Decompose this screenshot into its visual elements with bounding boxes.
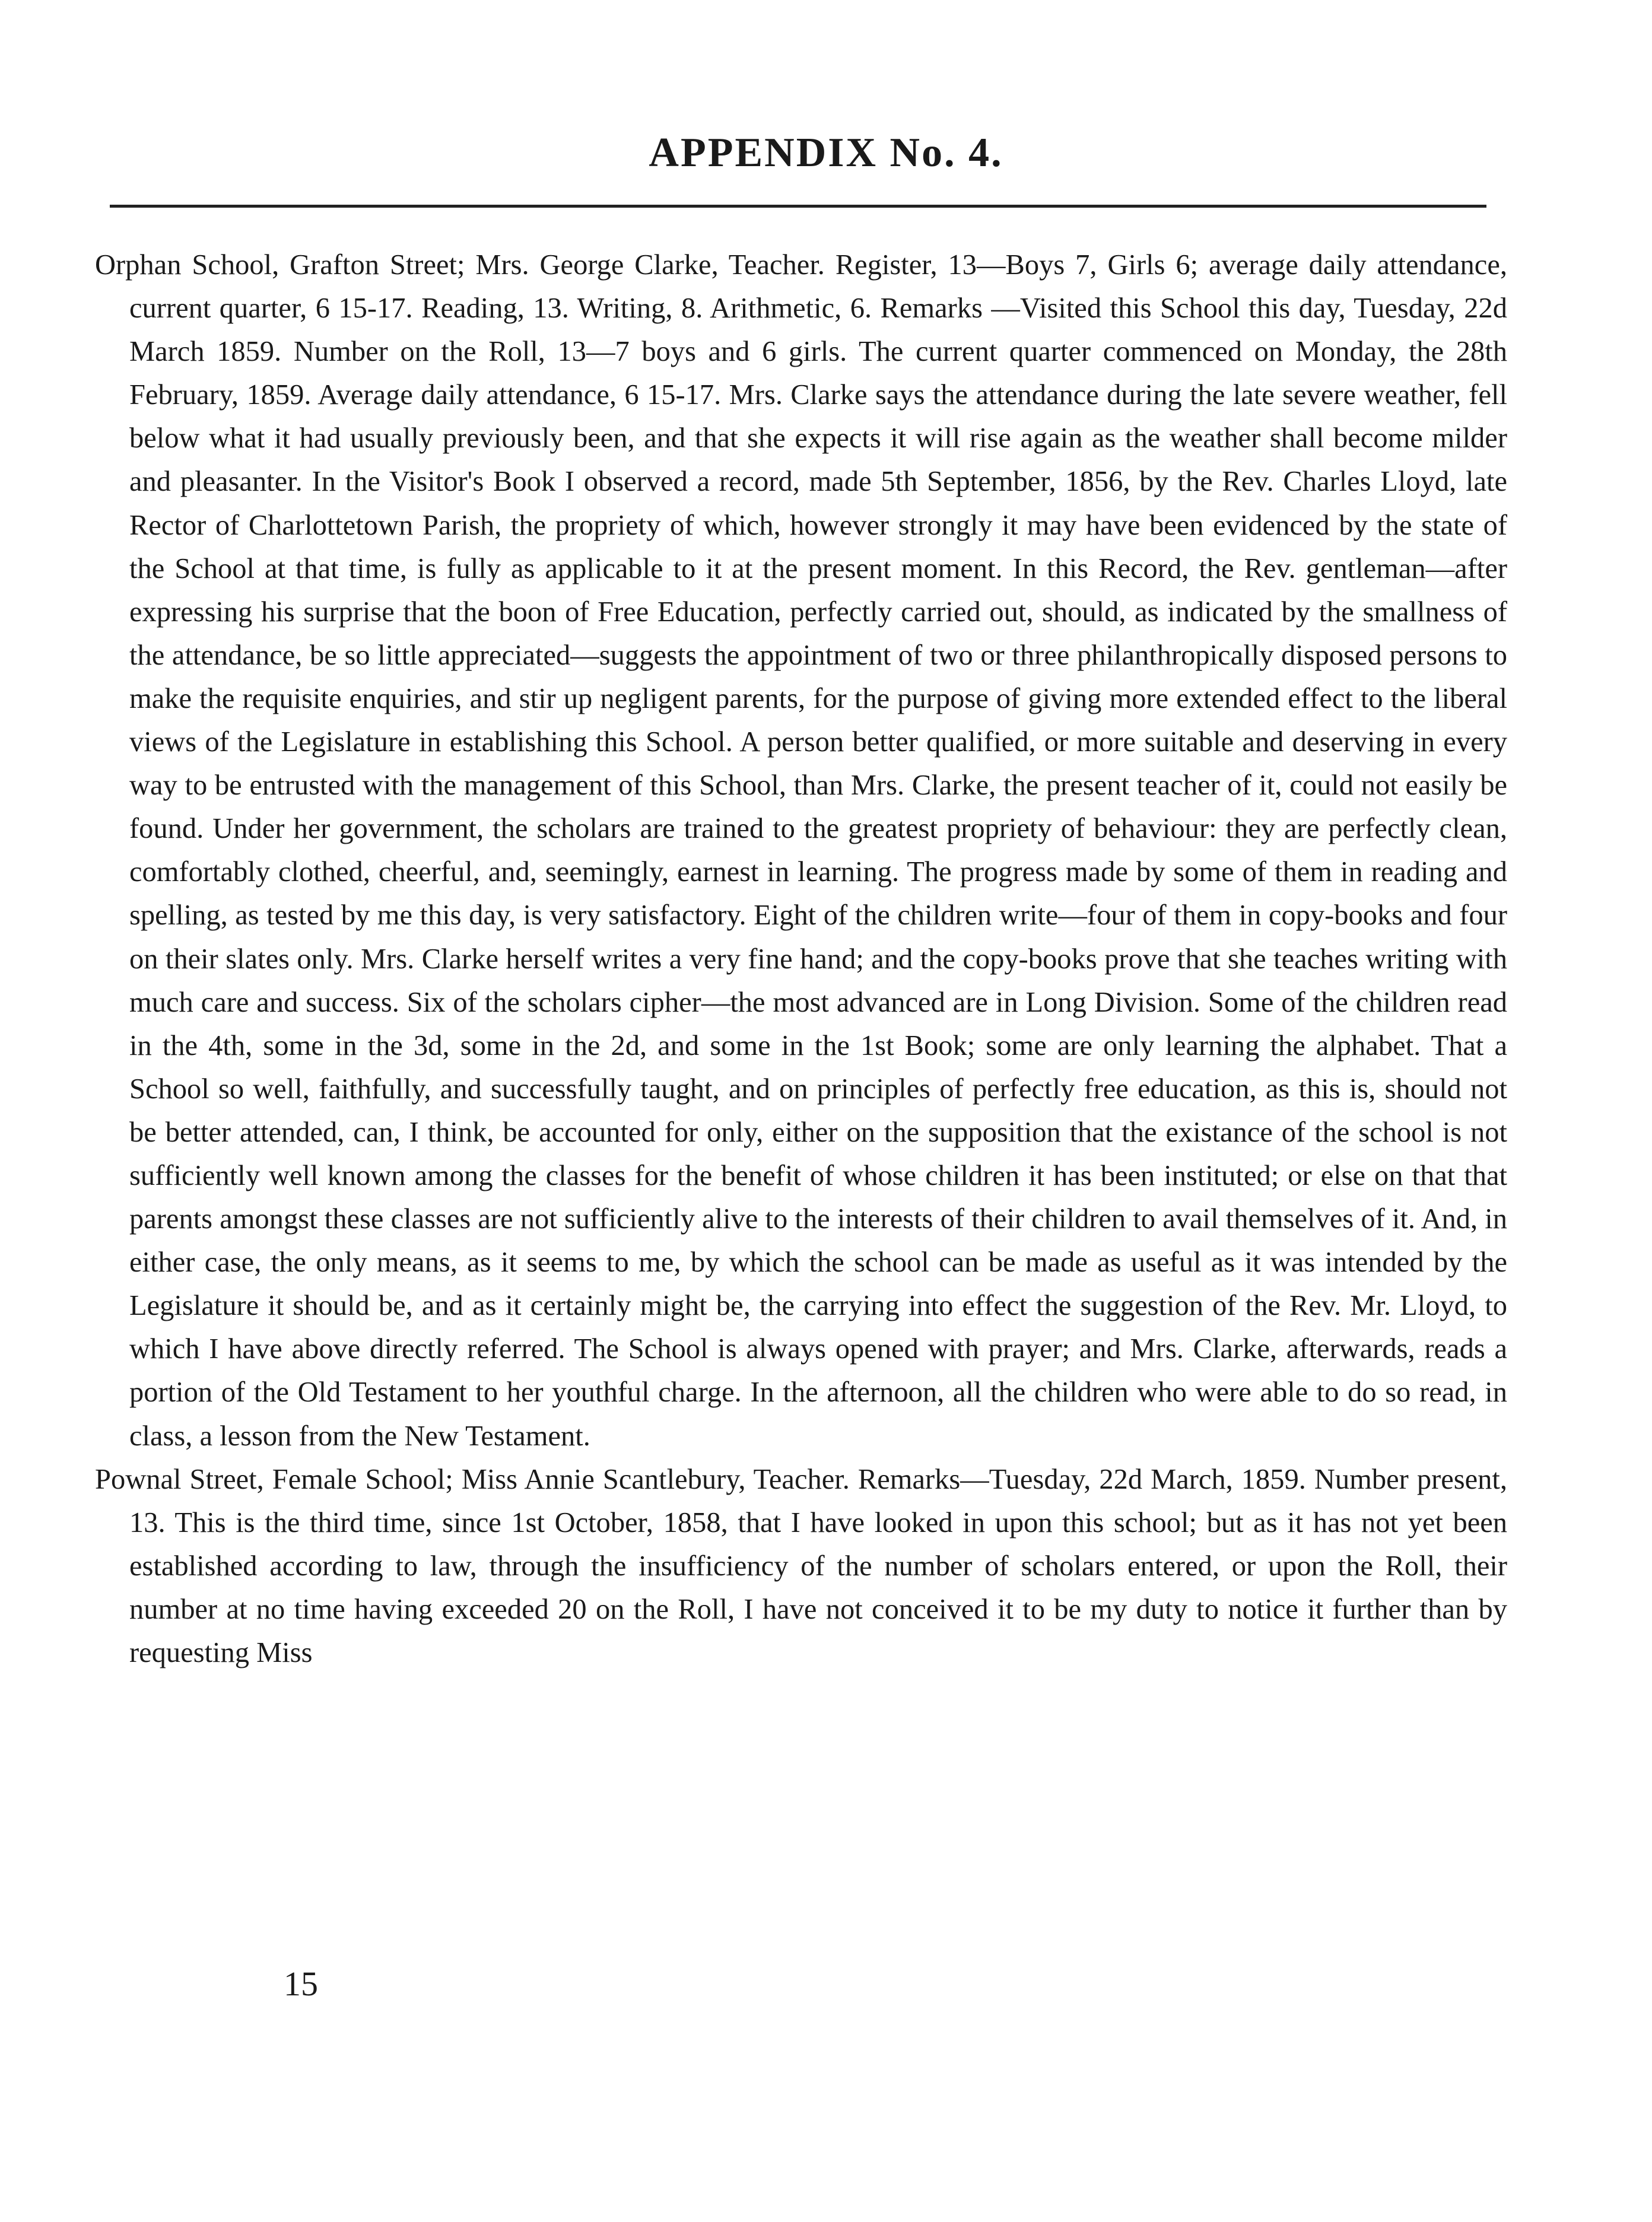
entry-orphan-school: Orphan School, Grafton Street; Mrs. George Clarke, Teacher. Register, 13—Boys 7, Girls 6; average daily attendance, current quarter, 6 15-17. Reading, 13. Writing, 8. Arithmetic, 6. Remarks —Visited this School this day, Tuesday, 22d March 1859. Number on the Roll, 13—7 boys and 6 girls. The current quarter commenced on Monday, the 28th February, 1859. Average daily attendance, 6 15-17. Mrs. Clarke says the attendance during the late severe weather, fell below what it had usually previously been, and that she expects it will rise again as the weather shall become milder and pleasanter. In the Visitor's Book I observed a record, made 5th September, 1856, by the Rev. Charles Lloyd, late Rector of Charlottetown Parish, the propriety of which, however strongly it may have been evidenced by the state of the School at that time, is fully as applicable to it at the present moment. In this Record, the Rev. gentleman—after expressing his surprise that the boon of Free Education, perfectly carried out, should, as indicated by the smallness of the attendance, be so little appreciated—suggests the appointment of two or three philanthropically disposed persons to make the requisite enquiries, and stir up negligent parents, for the purpose of giving more extended effect to the liberal views of the Legislature in establishing this School. A person better qualified, or more suitable and deserving in every way to be entrusted with the management of this School, than Mrs. Clarke, the present teacher of it, could not easily be found. Under her government, the scholars are trained to the greatest propriety of behaviour: they are perfectly clean, comfortably clothed, cheerful, and, seemingly, earnest in learning. The progress made by some of them in reading and spelling, as tested by me this day, is very satisfactory. Eight of the children write—four of them in copy-books and four on their slates only. Mrs. Clarke herself writes a very fine hand; and the copy-books prove that she teaches writing with much care and success. Six of the scholars cipher—the most advanced are in Long Division. Some of the children read in the 4th, some in the 3d, some in the 2d, and some in the 1st Book; some are only learning the alphabet. That a School so well, faithfully, and successfully taught, and on principles of perfectly free education, as this is, should not be better attended, can, I think, be accounted for only, either on the supposition that the existance of the school is not sufficiently well known among the classes for the benefit of whose children it has been instituted; or else on that that parents amongst these classes are not sufficiently alive to the interests of their children to avail themselves of it. And, in either case, the only means, as it seems to me, by which the school can be made as useful as it was intended by the Legislature it should be, and as it certainly might be, the carrying into effect the suggestion of the Rev. Mr. Lloyd, to which I have above directly referred. The School is always opened with prayer; and Mrs. Clarke, afterwards, reads a portion of the Old Testament to her youthful charge. In the afternoon, all the children who were able to do so read, in class, a lesson from the New Testament. xyxy=(95,249,1507,1452)
page-heading: APPENDIX No. 4. xyxy=(649,130,1003,176)
body-text xyxy=(95,243,1507,1674)
heading-rule xyxy=(110,205,1486,208)
entry-pownal-street-school: Pownal Street, Female School; Miss Annie Scantlebury, Teacher. Remarks—Tuesday, 22d March, 1859. Number present, 13. This is the third time, since 1st October, 1858, that I have looked in upon this school; but as it has not yet been established according to law, through the insufficiency of the number of scholars entered, or upon the Roll, their number at no time having exceeded 20 on the Roll, I have not conceived it to be my duty to notice it further than by requesting Miss xyxy=(95,1463,1507,1668)
page-number: 15 xyxy=(284,1964,318,2003)
